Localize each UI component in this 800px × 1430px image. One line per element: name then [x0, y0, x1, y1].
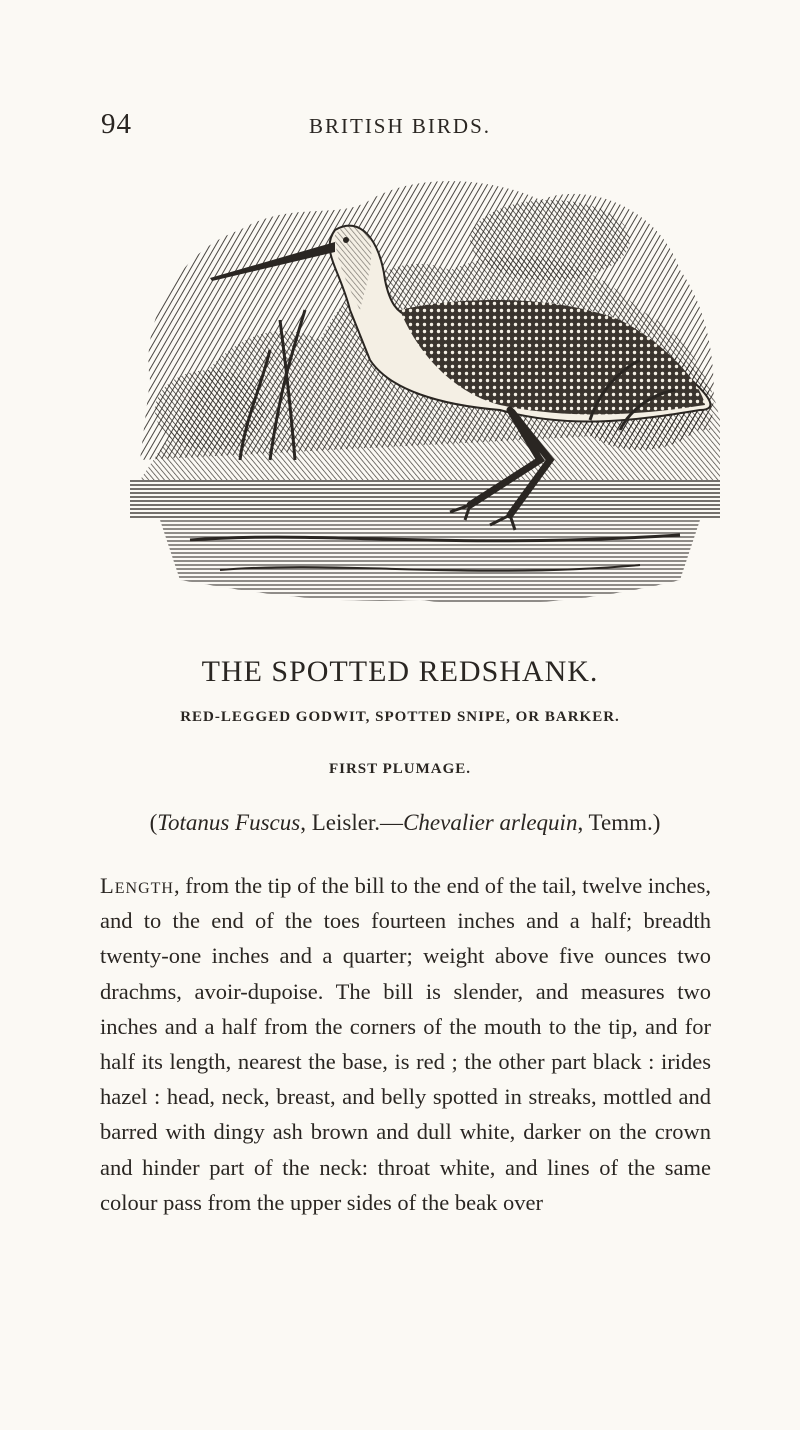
- page-number: 94: [101, 108, 132, 140]
- citation-genus: Totanus: [157, 810, 230, 835]
- citation-species: Fuscus: [235, 810, 301, 835]
- page-header: [0, 108, 800, 148]
- citation-author-1: , Leisler.—: [300, 810, 404, 835]
- bird-engraving: [120, 160, 726, 620]
- citation-common-name: Chevalier arlequin: [403, 810, 578, 835]
- citation-author-2: , Temm.): [577, 810, 661, 835]
- species-title: THE SPOTTED REDSHANK.: [201, 655, 599, 688]
- paragraph-lead-word: Length: [100, 873, 174, 898]
- description-text: [100, 868, 711, 1220]
- paragraph-body: , from the tip of the bill to the end of the tail, twelve inches, and to the end of the toes fourteen inches and a half; breadth twenty-one inches and a quarter; weight above five ounces two drachms, avoir-dupoise. The bill is slender, and measures two inches and a half from the corners of the mouth to the tip, and for half its length, nearest the base, is red ; the other part black : irides hazel : head, neck, breast, and belly spotted in streaks, mottled and barred with dingy ash brown and dull white, darker on the crown and hinder part of the neck: throat white, and lines of the same colour pass from the upper sides of the beak over: [100, 873, 711, 1215]
- running-title: BRITISH BIRDS.: [308, 114, 492, 138]
- scientific-citation: [100, 810, 710, 836]
- spotted-redshank-illustration: [120, 160, 726, 620]
- citation-open: (: [149, 810, 158, 835]
- description-paragraph: [100, 868, 711, 1220]
- species-synonyms: RED-LEGGED GODWIT, SPOTTED SNIPE, OR BARKER.: [180, 709, 620, 725]
- plumage-label: FIRST PLUMAGE.: [328, 761, 472, 777]
